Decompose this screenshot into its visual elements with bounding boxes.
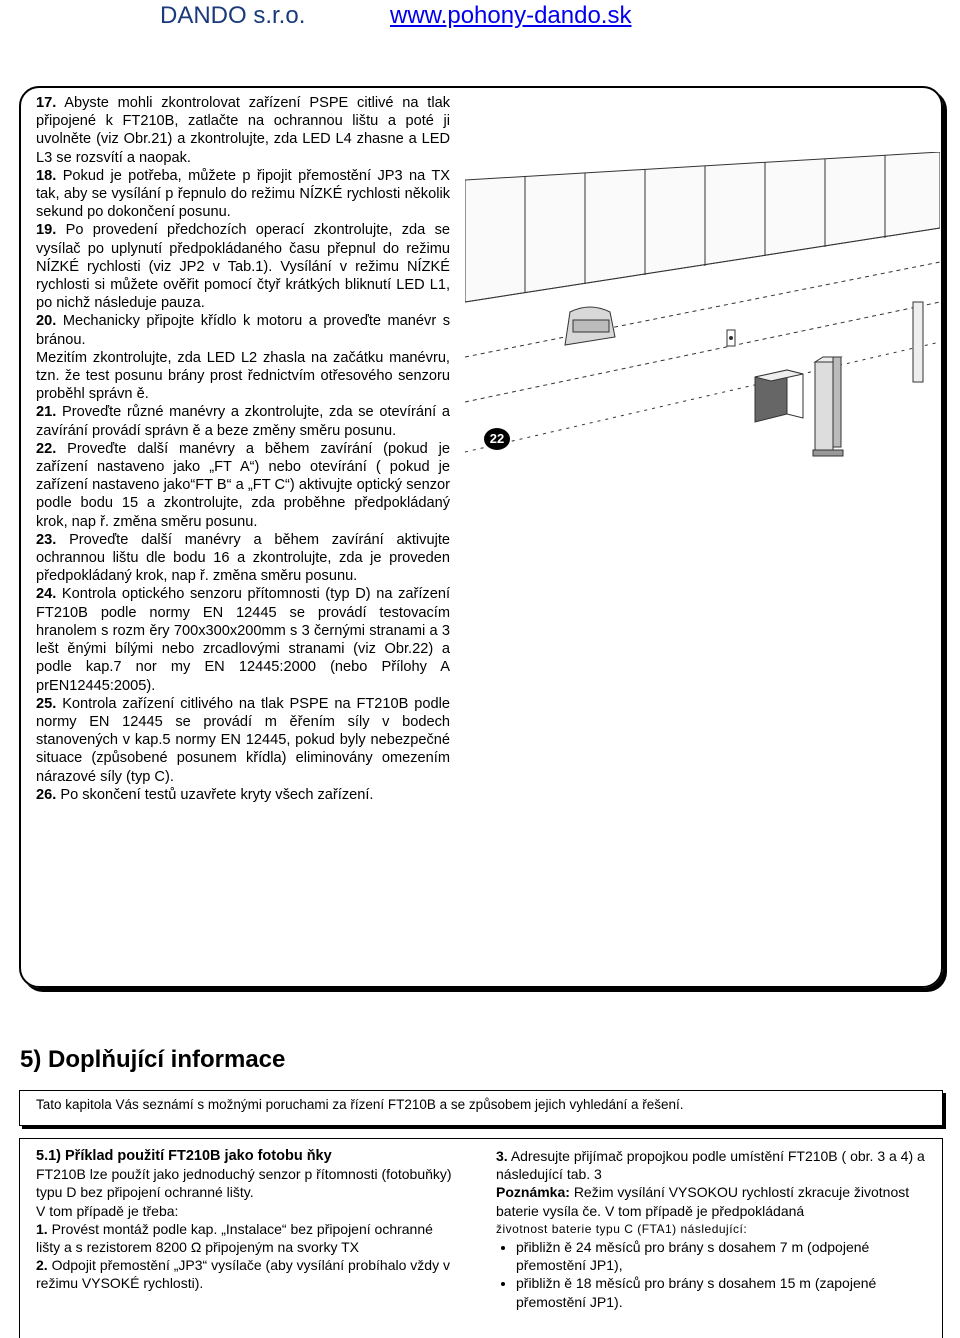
page-header bbox=[0, 0, 960, 40]
note-continuation: životnost baterie typu C (FTA1) následující: bbox=[496, 1221, 748, 1236]
left-item-2: 2. Odpojit přemostění „JP3“ vysílače (aby vysílání probíhalo vždy v režimu VYSOKÉ rychlosti). bbox=[36, 1257, 450, 1292]
note-paragraph: Poznámka: Režim vysílání VYSOKOU rychlostí zkracuje životnost baterie vysíla če. V tom případě je předpokládaná bbox=[496, 1184, 910, 1219]
battery-life-list bbox=[496, 1238, 928, 1311]
support-column bbox=[813, 357, 843, 456]
left-item-1: 1. Provést montáž podle kap. „Instalace“ bez připojení ochranné lišty a s rezistorem 8200 Ω připojeným na svorky TX bbox=[36, 1220, 433, 1256]
step-21: 21. Proveďte různé manévry a zkontrolujte, zda se otevírání a zavírání provádí správn ě a beze změny směru posunu. bbox=[36, 404, 450, 439]
step-20-continued: Mezitím zkontrolujte, zda LED L2 zhasla na začátku manévru, tzn. že test posunu brány prost řednictvím otřesového senzoru proběhl správn ě. bbox=[36, 349, 450, 403]
subsection-heading: 5.1) Příklad použití FT210B jako fotobu ňky bbox=[36, 1148, 332, 1164]
left-paragraph-2: V tom případě je třeba: bbox=[36, 1202, 179, 1219]
step-17: 17. Abyste mohli zkontrolovat zařízení PSPE citlivé na tlak připojené k FT210B, zatlačte na ochrannou lištu a poté ji uvolněte (viz Obr.21) a zkontrolujte, zda LED L4 zhasne a LED L3 se rozsvítí a naopak. bbox=[36, 95, 450, 166]
step-25: 25. Kontrola zařízení citlivého na tlak PSPE na FT210B podle normy EN 12445 se provádí m ěřením síly v bodech stanovených v kap.5 normy EN 12445, pokud byly nebezpečné situace (způsobené posunem křídla) eliminovány omezením nárazové síly (typ C). bbox=[36, 695, 450, 785]
gate-motor bbox=[565, 307, 615, 345]
step-19: 19. Po provedení předchozích operací zkontrolujte, zda se vysílač po uplynutí předpokládaného času přepnul do režimu NÍZKÉ rychlosti (viz JP2 v Tab.1). Vysílání v režimu NÍZKÉ rychlosti si můžete ověřit pomocí čtyř krátkých bliknutí LED L1, po nichž následuje pauza. bbox=[36, 222, 450, 312]
left-column bbox=[36, 1147, 456, 1293]
step-18: 18. Pokud je potřeba, můžete p řipojit přemostění JP3 na TX tak, aby se vysílání p řepnulo do režimu NÍZKÉ rychlosti několik sekund po dokončení posunu. bbox=[36, 167, 450, 221]
step-26: 26. Po skončení testů uzavřete kryty všech zařízení. bbox=[36, 786, 374, 803]
step-24: 24. Kontrola optického senzoru přítomnosti (typ D) na zařízení FT210B podle normy EN 12445 se provádí testovacím hranolem s rozm ěry 700x300x200mm s 3 černými stranami a 3 lešt ěnými bílými nebo zrcadlovými stranami (viz Obr.22) a podle kap.7 nor my EN 12445:2000 (nebo Přílohy A prEN12445:2005). bbox=[36, 586, 451, 694]
steps-list bbox=[36, 94, 450, 804]
gate-test-illustration bbox=[465, 152, 940, 472]
right-column bbox=[496, 1147, 928, 1311]
company-url-link[interactable]: www.pohony-dando.sk bbox=[390, 2, 632, 29]
company-name: DANDO s.r.o. bbox=[160, 2, 306, 29]
section-intro: Tato kapitola Vás seznámí s možnými poruchami za řízení FT210B a se způsobem jejich vyhledání a řešení. bbox=[36, 1097, 684, 1112]
section-title: 5) Doplňující informace bbox=[20, 1046, 286, 1073]
figure-number-badge: 22 bbox=[484, 428, 510, 450]
list-item: • přibližn ě 24 měsíců pro brány s dosahem 7 m (odpojené přemostění JP1), bbox=[516, 1238, 928, 1274]
step-20: 20. Mechanicky připojte křídlo k motoru a proveďte manévr s bránou. bbox=[36, 313, 451, 348]
left-paragraph-1: FT210B lze použít jako jednoduchý senzor p řítomnosti (fotobuňky) typu D bez připojení ochranné lišty. bbox=[36, 1166, 452, 1201]
step-23: 23. Proveďte další manévry a během zavírání aktivujte ochrannou lištu dle bodu 16 a zkontrolujte, zda je proveden předpokládaný krok, nap ř. změna směru posunu. bbox=[36, 531, 450, 585]
list-item: • přibližn ě 18 měsíců pro brány s dosahem 15 m (zapojené přemostění JP1). bbox=[516, 1274, 928, 1310]
step-22: 22. Proveďte další manévry a během zavírání (pokud je zařízení nastaveno jako „FT A“) nebo otevírání ( pokud je zařízení nastaveno jako“FT B“ a „FT C“) aktivujte optický senzor podle bodu 15 a zkontrolujte, zda proběhne předpokládaný krok, nap ř. změna směru posunu. bbox=[36, 440, 450, 530]
right-paragraph-1: 3. Adresujte přijímač propojkou podle umístění FT210B ( obr. 3 a 4) a následující tab. 3 bbox=[496, 1148, 925, 1183]
test-prism bbox=[755, 370, 803, 422]
